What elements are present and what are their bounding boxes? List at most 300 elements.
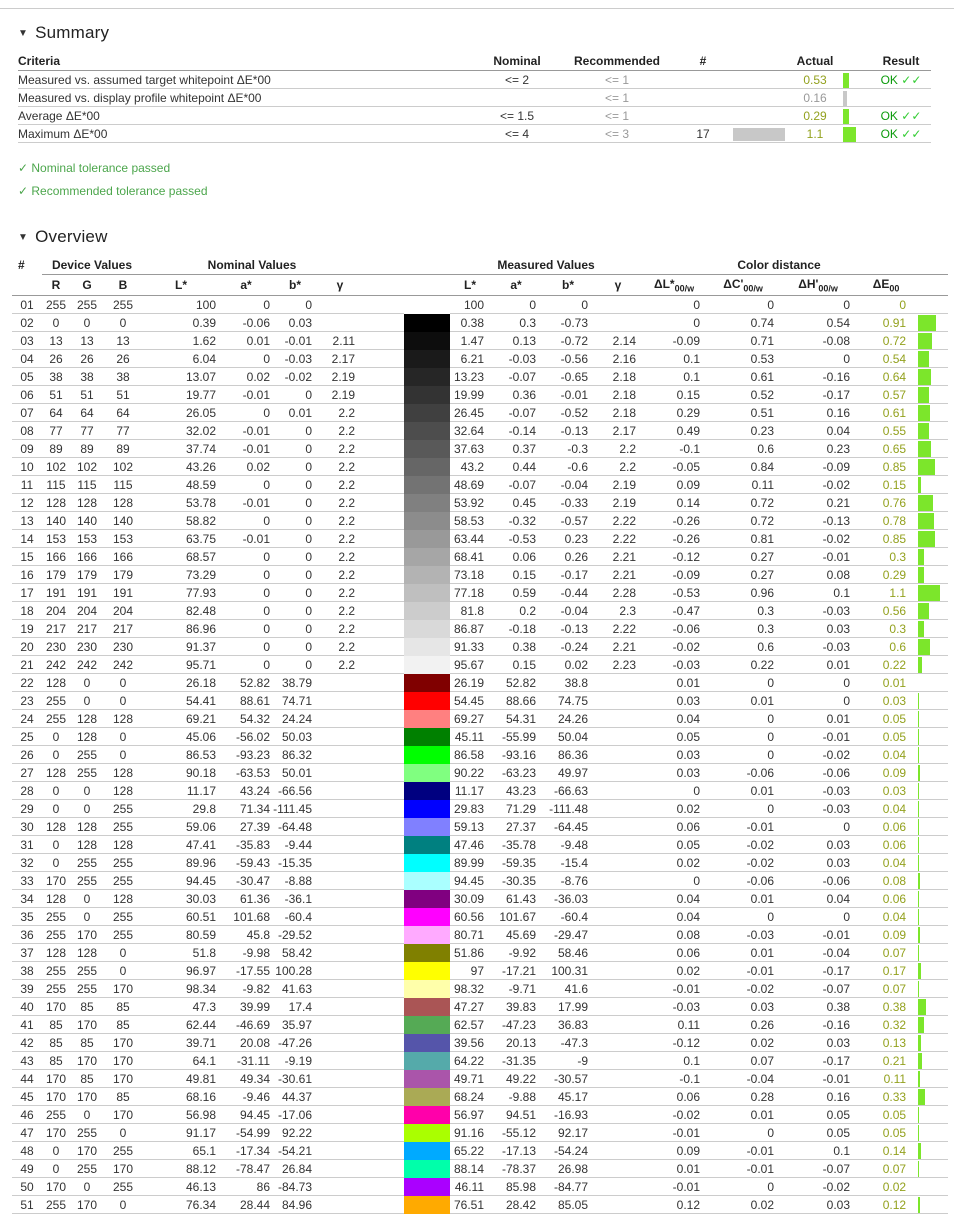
- delta-l-cell: 0.02: [642, 854, 706, 872]
- nominal-l-cell: 13.07: [142, 368, 220, 386]
- delta-e-cell: 0.04: [856, 800, 916, 818]
- nominal-a-cell: 49.34: [220, 1070, 272, 1088]
- measured-gamma-cell: [594, 1142, 642, 1160]
- delta-h-cell: -0.06: [780, 872, 856, 890]
- actual-bar: [843, 109, 849, 124]
- delta-e-bar: [918, 459, 935, 475]
- nominal-a-cell: 0.02: [220, 368, 272, 386]
- delta-c-cell: 0: [706, 296, 780, 314]
- row-number-cell: 05: [12, 368, 42, 386]
- row-number-cell: 25: [12, 728, 42, 746]
- measured-b-cell: 85.05: [542, 1196, 594, 1214]
- table-row: [12, 638, 948, 656]
- color-swatch: [404, 566, 450, 584]
- column-header: L*: [450, 275, 490, 296]
- delta-e-bar: [918, 1161, 919, 1177]
- table-row: [12, 998, 948, 1016]
- measured-a-cell: 0.13: [490, 332, 542, 350]
- nominal-gamma-cell: 2.2: [318, 584, 362, 602]
- nominal-l-cell: 49.81: [142, 1070, 220, 1088]
- delta-h-cell: 0: [780, 350, 856, 368]
- measured-a-cell: 0: [490, 296, 542, 314]
- device-b-cell: 255: [104, 854, 142, 872]
- row-number-cell: 15: [12, 548, 42, 566]
- delta-e-bar-cell: [916, 1016, 948, 1034]
- delta-h-cell: 0.03: [780, 854, 856, 872]
- delta-e-cell: 0.17: [856, 962, 916, 980]
- nominal-l-cell: 56.98: [142, 1106, 220, 1124]
- measured-gamma-cell: [594, 872, 642, 890]
- measured-gamma-cell: [594, 314, 642, 332]
- nominal-b-cell: 0: [272, 386, 318, 404]
- summary-row: [18, 89, 931, 107]
- measured-l-cell: 58.53: [450, 512, 490, 530]
- delta-e-bar-cell: [916, 404, 948, 422]
- table-row: [12, 1106, 948, 1124]
- measured-b-cell: -36.03: [542, 890, 594, 908]
- row-number-cell: 41: [12, 1016, 42, 1034]
- nominal-a-cell: 45.8: [220, 926, 272, 944]
- gap-cell: [362, 386, 404, 404]
- delta-h-cell: -0.02: [780, 1178, 856, 1196]
- device-b-cell: 170: [104, 980, 142, 998]
- measured-l-cell: 29.83: [450, 800, 490, 818]
- delta-c-cell: 0.53: [706, 350, 780, 368]
- device-b-cell: 255: [104, 926, 142, 944]
- measured-b-cell: -0.04: [542, 602, 594, 620]
- nominal-b-cell: 100.28: [272, 962, 318, 980]
- collapse-triangle-icon: ▼: [18, 232, 29, 243]
- summary-section: [0, 23, 954, 203]
- device-r-cell: 0: [42, 728, 70, 746]
- delta-e-bar: [918, 945, 919, 961]
- row-number-cell: 29: [12, 800, 42, 818]
- measured-a-cell: -30.35: [490, 872, 542, 890]
- delta-e-cell: 0.06: [856, 836, 916, 854]
- delta-c-cell: 0.71: [706, 332, 780, 350]
- table-row: [12, 782, 948, 800]
- measured-b-cell: -0.72: [542, 332, 594, 350]
- measured-b-cell: -0.57: [542, 512, 594, 530]
- nominal-a-cell: -54.99: [220, 1124, 272, 1142]
- nominal-b-cell: 0.03: [272, 314, 318, 332]
- delta-l-cell: 0.09: [642, 1142, 706, 1160]
- delta-c-cell: -0.02: [706, 980, 780, 998]
- measured-gamma-cell: [594, 692, 642, 710]
- table-row: [12, 386, 948, 404]
- delta-e-cell: 0.3: [856, 620, 916, 638]
- row-number-cell: 02: [12, 314, 42, 332]
- nominal-l-cell: 64.1: [142, 1052, 220, 1070]
- delta-e-bar: [918, 621, 924, 637]
- delta-c-cell: 0.27: [706, 548, 780, 566]
- summary-title: Summary: [35, 23, 110, 42]
- nominal-b-cell: 0: [272, 584, 318, 602]
- result-check-icon: ✓✓: [897, 72, 922, 87]
- nominal-b-cell: 0: [272, 476, 318, 494]
- delta-l-cell: 0.1: [642, 368, 706, 386]
- row-number-cell: 23: [12, 692, 42, 710]
- delta-e-cell: 0.78: [856, 512, 916, 530]
- delta-e-cell: 0.04: [856, 854, 916, 872]
- summary-column-header: Recommended: [561, 52, 673, 71]
- nominal-a-cell: -46.69: [220, 1016, 272, 1034]
- device-b-cell: 153: [104, 530, 142, 548]
- row-number-cell: 07: [12, 404, 42, 422]
- device-g-cell: 204: [70, 602, 104, 620]
- measured-b-cell: -0.04: [542, 476, 594, 494]
- device-g-cell: 242: [70, 656, 104, 674]
- delta-e-bar: [918, 531, 935, 547]
- delta-e-bar: [918, 603, 929, 619]
- delta-e-cell: 0.04: [856, 746, 916, 764]
- measured-b-cell: -15.4: [542, 854, 594, 872]
- measured-l-cell: 97: [450, 962, 490, 980]
- delta-h-cell: -0.07: [780, 980, 856, 998]
- color-swatch: [404, 926, 450, 944]
- delta-c-cell: 0.3: [706, 602, 780, 620]
- gap-cell: [362, 1106, 404, 1124]
- nominal-l-cell: 54.41: [142, 692, 220, 710]
- device-b-cell: 170: [104, 1034, 142, 1052]
- count-bar-cell: [733, 71, 787, 89]
- table-row: [12, 314, 948, 332]
- delta-e-bar: [918, 405, 930, 421]
- measured-b-cell: -9: [542, 1052, 594, 1070]
- delta-e-bar-cell: [916, 1088, 948, 1106]
- nominal-l-cell: 65.1: [142, 1142, 220, 1160]
- delta-h-cell: 0: [780, 692, 856, 710]
- measured-b-cell: -0.01: [542, 386, 594, 404]
- result-ok-text: OK: [880, 108, 898, 123]
- nominal-l-cell: 80.59: [142, 926, 220, 944]
- color-swatch: [404, 584, 450, 602]
- delta-e-cell: 0.29: [856, 566, 916, 584]
- device-g-cell: 128: [70, 494, 104, 512]
- measured-gamma-cell: [594, 980, 642, 998]
- nominal-l-cell: 47.3: [142, 998, 220, 1016]
- criteria-cell: Maximum ΔE*00: [18, 125, 473, 143]
- delta-e-cell: 0.61: [856, 404, 916, 422]
- nominal-l-cell: 86.96: [142, 620, 220, 638]
- nominal-l-cell: 11.17: [142, 782, 220, 800]
- delta-e-bar: [918, 747, 919, 763]
- nominal-l-cell: 43.26: [142, 458, 220, 476]
- nominal-b-cell: 74.71: [272, 692, 318, 710]
- measured-a-cell: 43.23: [490, 782, 542, 800]
- device-r-cell: 153: [42, 530, 70, 548]
- delta-e-cell: 0.22: [856, 656, 916, 674]
- measured-l-cell: 49.71: [450, 1070, 490, 1088]
- color-swatch: [404, 512, 450, 530]
- row-number-cell: 27: [12, 764, 42, 782]
- gap-cell: [362, 350, 404, 368]
- delta-c-cell: -0.01: [706, 962, 780, 980]
- nominal-gamma-cell: [318, 980, 362, 998]
- nominal-l-cell: 89.96: [142, 854, 220, 872]
- device-r-cell: 255: [42, 926, 70, 944]
- measured-l-cell: 89.99: [450, 854, 490, 872]
- nominal-b-cell: 0: [272, 422, 318, 440]
- color-swatch: [404, 908, 450, 926]
- table-row: [12, 476, 948, 494]
- delta-e-bar-cell: [916, 674, 948, 692]
- nominal-gamma-cell: [318, 728, 362, 746]
- color-swatch: [404, 440, 450, 458]
- nominal-gamma-cell: [318, 908, 362, 926]
- color-swatch: [404, 476, 450, 494]
- device-b-cell: 170: [104, 1052, 142, 1070]
- gap-cell: [362, 314, 404, 332]
- color-swatch: [404, 1124, 450, 1142]
- gap-cell: [362, 1088, 404, 1106]
- table-row: [12, 368, 948, 386]
- delta-l-cell: -0.09: [642, 566, 706, 584]
- delta-e-bar-cell: [916, 548, 948, 566]
- gap-cell: [362, 800, 404, 818]
- tolerance-notes: [18, 157, 954, 203]
- delta-e-cell: 0.3: [856, 548, 916, 566]
- measured-l-cell: 13.23: [450, 368, 490, 386]
- delta-e-bar: [918, 567, 924, 583]
- measured-gamma-cell: 2.2: [594, 440, 642, 458]
- table-row: [12, 980, 948, 998]
- measured-gamma-cell: 2.2: [594, 458, 642, 476]
- nominal-gamma-cell: 2.2: [318, 494, 362, 512]
- measured-l-cell: 37.63: [450, 440, 490, 458]
- delta-e-bar-cell: [916, 296, 948, 314]
- summary-section-header[interactable]: [18, 23, 954, 43]
- nominal-gamma-cell: 2.19: [318, 368, 362, 386]
- group-header: Nominal Values: [142, 256, 362, 275]
- device-b-cell: 128: [104, 764, 142, 782]
- delta-h-cell: -0.16: [780, 368, 856, 386]
- summary-column-header: #: [673, 52, 733, 71]
- measured-l-cell: 51.86: [450, 944, 490, 962]
- measured-a-cell: 0.44: [490, 458, 542, 476]
- measured-b-cell: 36.83: [542, 1016, 594, 1034]
- delta-e-cell: 0.09: [856, 926, 916, 944]
- color-swatch: [404, 530, 450, 548]
- delta-l-cell: -0.53: [642, 584, 706, 602]
- delta-e-bar-cell: [916, 764, 948, 782]
- nominal-b-cell: 0: [272, 638, 318, 656]
- recommended-cell: <= 1: [561, 89, 673, 107]
- summary-row: [18, 71, 931, 89]
- device-b-cell: 255: [104, 908, 142, 926]
- device-r-cell: 255: [42, 692, 70, 710]
- measured-gamma-cell: 2.22: [594, 620, 642, 638]
- device-r-cell: 0: [42, 1160, 70, 1178]
- delta-e-bar-cell: [916, 368, 948, 386]
- delta-l-cell: 0.05: [642, 836, 706, 854]
- nominal-b-cell: 0: [272, 440, 318, 458]
- device-g-cell: 170: [70, 1016, 104, 1034]
- nominal-l-cell: 91.17: [142, 1124, 220, 1142]
- nominal-a-cell: 28.44: [220, 1196, 272, 1214]
- summary-table: [18, 52, 931, 143]
- measured-gamma-cell: [594, 998, 642, 1016]
- color-swatch: [404, 710, 450, 728]
- measured-l-cell: 47.27: [450, 998, 490, 1016]
- overview-section-header[interactable]: [18, 227, 954, 247]
- nominal-a-cell: 39.99: [220, 998, 272, 1016]
- color-swatch: [404, 854, 450, 872]
- delta-h-cell: 0.16: [780, 404, 856, 422]
- measured-a-cell: 0.36: [490, 386, 542, 404]
- measured-gamma-cell: [594, 764, 642, 782]
- nominal-a-cell: -63.53: [220, 764, 272, 782]
- nominal-a-cell: -0.01: [220, 530, 272, 548]
- device-r-cell: 77: [42, 422, 70, 440]
- nominal-gamma-cell: 2.2: [318, 440, 362, 458]
- device-g-cell: 38: [70, 368, 104, 386]
- device-g-cell: 170: [70, 926, 104, 944]
- measured-b-cell: -0.13: [542, 422, 594, 440]
- device-b-cell: 255: [104, 800, 142, 818]
- nominal-gamma-cell: [318, 1106, 362, 1124]
- nominal-b-cell: 17.4: [272, 998, 318, 1016]
- measured-b-cell: -0.3: [542, 440, 594, 458]
- delta-e-bar-cell: [916, 818, 948, 836]
- device-b-cell: 0: [104, 962, 142, 980]
- device-r-cell: 26: [42, 350, 70, 368]
- gap-cell: [362, 818, 404, 836]
- delta-c-cell: 0.01: [706, 782, 780, 800]
- nominal-a-cell: 0: [220, 350, 272, 368]
- collapse-triangle-icon: ▼: [18, 28, 29, 39]
- delta-e-cell: 0.91: [856, 314, 916, 332]
- device-r-cell: 85: [42, 1034, 70, 1052]
- nominal-b-cell: -9.44: [272, 836, 318, 854]
- column-header: b*: [542, 275, 594, 296]
- delta-h-cell: 0.23: [780, 440, 856, 458]
- measured-l-cell: 6.21: [450, 350, 490, 368]
- nominal-b-cell: -66.56: [272, 782, 318, 800]
- summary-row: [18, 107, 931, 125]
- nominal-gamma-cell: [318, 818, 362, 836]
- measured-gamma-cell: [594, 908, 642, 926]
- nominal-l-cell: 1.62: [142, 332, 220, 350]
- recommended-cell: <= 3: [561, 125, 673, 143]
- measured-l-cell: 98.32: [450, 980, 490, 998]
- column-header: b*: [272, 275, 318, 296]
- table-row: [12, 422, 948, 440]
- nominal-a-cell: -9.98: [220, 944, 272, 962]
- actual-bar-cell: [843, 107, 871, 125]
- device-b-cell: 170: [104, 1160, 142, 1178]
- table-row: [12, 404, 948, 422]
- delta-e-cell: 0.55: [856, 422, 916, 440]
- check-icon: ✓: [18, 184, 32, 198]
- delta-e-cell: 0.03: [856, 692, 916, 710]
- nominal-b-cell: 44.37: [272, 1088, 318, 1106]
- device-g-cell: 102: [70, 458, 104, 476]
- delta-l-cell: 0.14: [642, 494, 706, 512]
- table-row: [12, 620, 948, 638]
- gap-cell: [362, 1160, 404, 1178]
- nominal-gamma-cell: [318, 692, 362, 710]
- delta-e-cell: 0.07: [856, 1160, 916, 1178]
- table-row: [12, 1124, 948, 1142]
- row-number-cell: 20: [12, 638, 42, 656]
- nominal-a-cell: -93.23: [220, 746, 272, 764]
- nominal-gamma-cell: [318, 836, 362, 854]
- nominal-a-cell: 0: [220, 566, 272, 584]
- delta-e-cell: 0.05: [856, 1124, 916, 1142]
- device-r-cell: 85: [42, 1052, 70, 1070]
- color-swatch: [404, 1034, 450, 1052]
- nominal-l-cell: 48.59: [142, 476, 220, 494]
- nominal-gamma-cell: [318, 1088, 362, 1106]
- nominal-l-cell: 86.53: [142, 746, 220, 764]
- measured-a-cell: -55.12: [490, 1124, 542, 1142]
- delta-c-cell: 0.72: [706, 512, 780, 530]
- device-r-cell: 255: [42, 980, 70, 998]
- row-number-cell: 39: [12, 980, 42, 998]
- gap-cell: [362, 728, 404, 746]
- delta-c-cell: -0.01: [706, 818, 780, 836]
- delta-c-cell: 0: [706, 1124, 780, 1142]
- row-number-cell: 38: [12, 962, 42, 980]
- gap-cell: [362, 1124, 404, 1142]
- nominal-b-cell: -84.73: [272, 1178, 318, 1196]
- device-b-cell: 255: [104, 818, 142, 836]
- nominal-l-cell: 0.39: [142, 314, 220, 332]
- table-row: [12, 332, 948, 350]
- measured-gamma-cell: [594, 1052, 642, 1070]
- delta-h-cell: -0.17: [780, 962, 856, 980]
- measured-b-cell: 17.99: [542, 998, 594, 1016]
- device-b-cell: 170: [104, 1106, 142, 1124]
- measured-b-cell: 0.26: [542, 548, 594, 566]
- color-swatch: [404, 962, 450, 980]
- measured-a-cell: -47.23: [490, 1016, 542, 1034]
- device-b-cell: 0: [104, 1196, 142, 1214]
- device-b-cell: 128: [104, 890, 142, 908]
- nominal-b-cell: 0: [272, 494, 318, 512]
- delta-h-cell: 0: [780, 674, 856, 692]
- device-g-cell: 128: [70, 818, 104, 836]
- delta-l-cell: -0.47: [642, 602, 706, 620]
- nominal-gamma-cell: [318, 674, 362, 692]
- device-b-cell: 13: [104, 332, 142, 350]
- delta-e-bar-cell: [916, 530, 948, 548]
- result-cell: [871, 71, 931, 89]
- delta-h-cell: 0: [780, 296, 856, 314]
- measured-a-cell: -9.92: [490, 944, 542, 962]
- measured-a-cell: 52.82: [490, 674, 542, 692]
- device-r-cell: 166: [42, 548, 70, 566]
- delta-l-cell: -0.03: [642, 998, 706, 1016]
- color-swatch: [404, 1016, 450, 1034]
- row-number-cell: 17: [12, 584, 42, 602]
- device-b-cell: 0: [104, 692, 142, 710]
- delta-e-bar: [918, 1107, 919, 1123]
- group-header: #: [18, 258, 25, 273]
- device-g-cell: 51: [70, 386, 104, 404]
- delta-l-cell: -0.09: [642, 332, 706, 350]
- delta-e-bar: [918, 423, 929, 439]
- measured-b-cell: 58.46: [542, 944, 594, 962]
- measured-a-cell: 0.15: [490, 656, 542, 674]
- measured-l-cell: 94.45: [450, 872, 490, 890]
- nominal-l-cell: 95.71: [142, 656, 220, 674]
- delta-c-cell: -0.02: [706, 854, 780, 872]
- row-number-cell: 13: [12, 512, 42, 530]
- row-number-cell: 47: [12, 1124, 42, 1142]
- nominal-b-cell: 26.84: [272, 1160, 318, 1178]
